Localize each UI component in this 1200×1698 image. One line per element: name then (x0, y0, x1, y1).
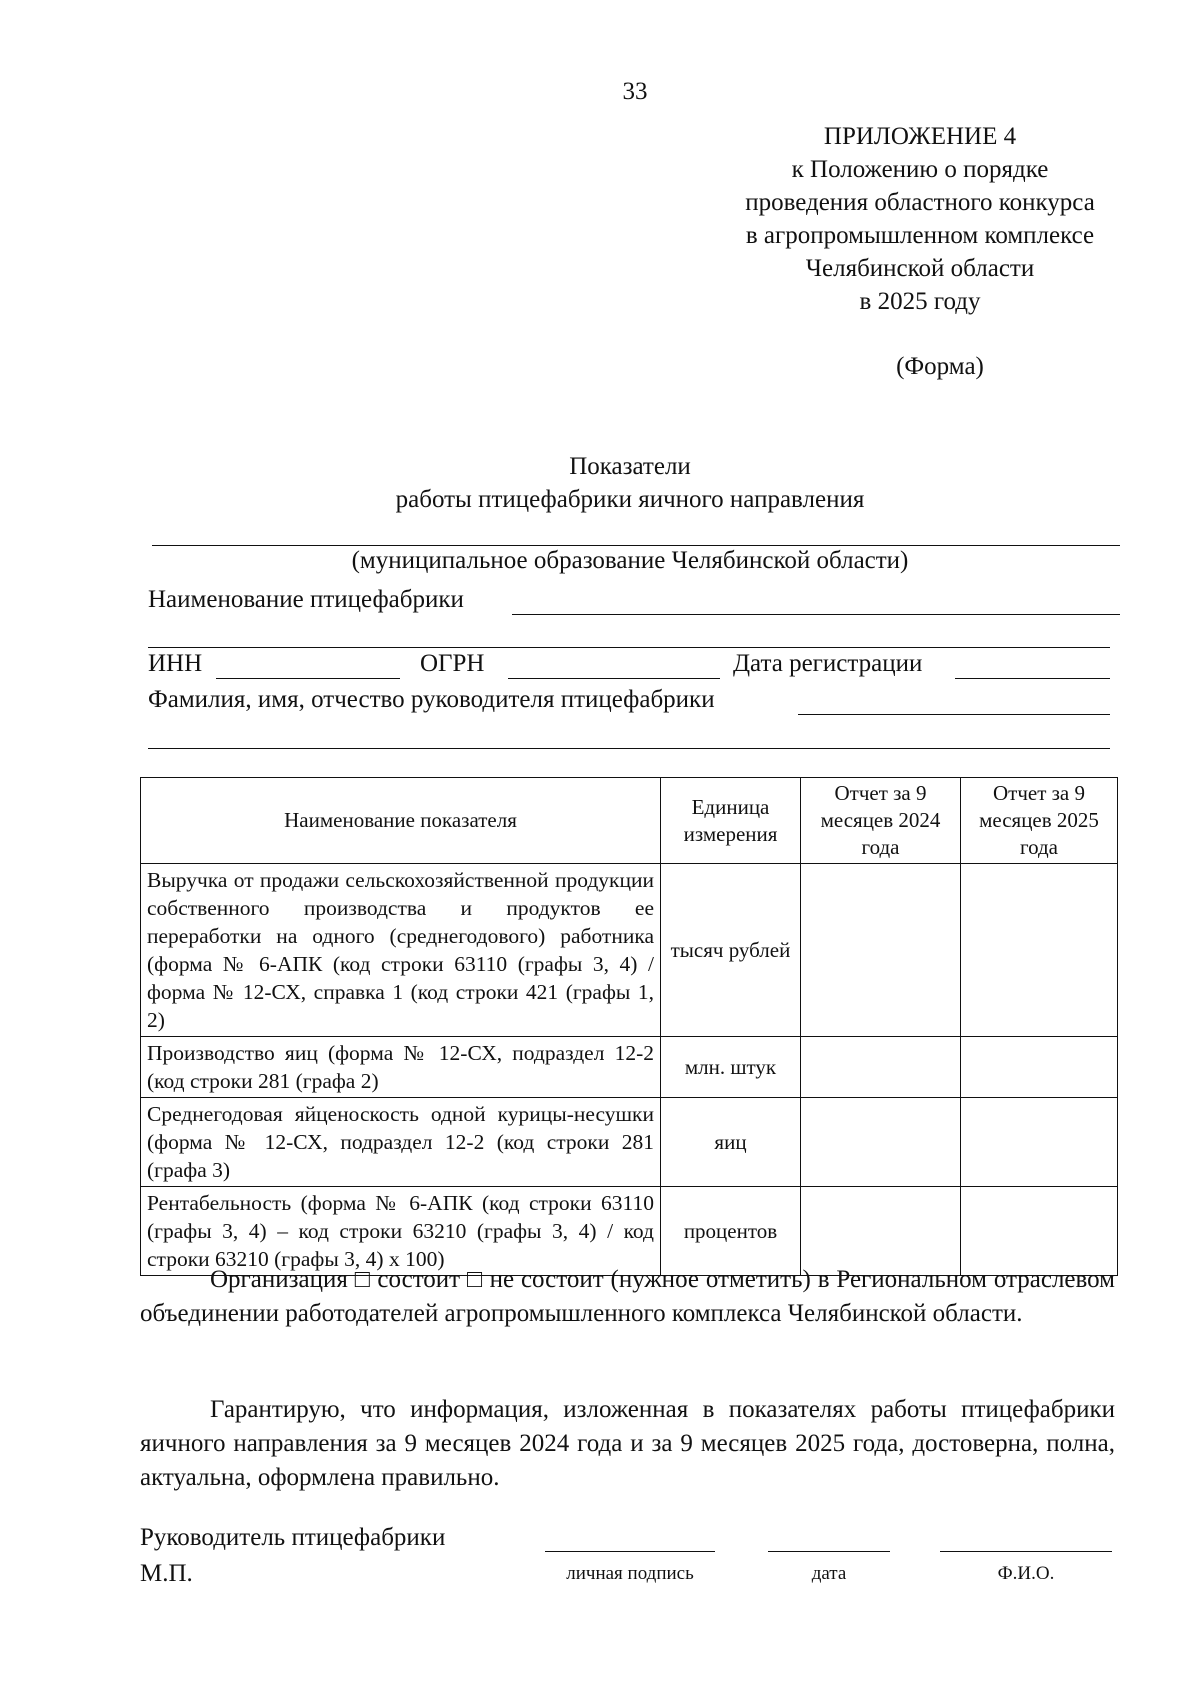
document-title (300, 450, 960, 516)
indicator-unit: яиц (661, 1098, 801, 1187)
guarantee-paragraph: Гарантирую, что информация, изложенная в показателях работы птицефабрики яичного направления за 9 месяцев 2024 года и за 9 месяцев 2025 года, достоверна, полна, актуальна, оформлена правильно. (140, 1396, 1115, 1491)
ogrn-input-line[interactable] (508, 678, 720, 679)
table-row (141, 1037, 1118, 1098)
director-name-continuation-line[interactable] (148, 748, 1110, 749)
appendix-line: в агропромышленном комплексе (745, 222, 1095, 249)
membership-paragraph: Организация □ состоит □ не состоит (нужное отметить) в Региональном отраслевом объединении работодателей агропромышленного комплекса Челябинской области. (140, 1266, 1115, 1327)
appendix-line: к Положению о порядке (791, 156, 1049, 183)
document-title-line2: работы птицефабрики яичного направления (395, 486, 865, 513)
indicator-name: Среднегодовая яйценоскость одной курицы-несушки (форма № 12-СХ, подраздел 12-2 (код строки 281 (графа 3) (141, 1098, 661, 1187)
reg-date-label: Дата регистрации (733, 650, 923, 677)
stamp-label: М.П. (140, 1560, 193, 1587)
header-report-2024: Отчет за 9 месяцев 2024 года (801, 778, 961, 864)
indicator-name: Выручка от продажи сельскохозяйственной продукции собственного производства и продуктов ее переработки на одного (среднегодового) работника (форма № 6-АПК (код строки 63110 (графы 3, 4) / форма № 12-СХ, справка 1 (код строки 421 (графы 1, 2) (141, 864, 661, 1037)
value-2024-cell[interactable] (801, 864, 961, 1037)
municipality-input-line[interactable] (152, 545, 1120, 546)
value-2024-cell[interactable] (801, 1037, 961, 1098)
date-caption: дата (811, 1563, 847, 1584)
municipality-caption: (муниципальное образование Челябинской области) (351, 547, 909, 574)
table-row (141, 1098, 1118, 1187)
fio-input-line[interactable] (940, 1551, 1112, 1552)
value-2025-cell[interactable] (961, 1098, 1118, 1187)
director-name-input-line[interactable] (798, 714, 1110, 715)
value-2025-cell[interactable] (961, 864, 1118, 1037)
indicator-unit: тысяч рублей (661, 864, 801, 1037)
table-row (141, 864, 1118, 1037)
signature-input-line[interactable] (545, 1551, 715, 1552)
factory-name-input-line[interactable] (512, 614, 1120, 615)
header-unit: Единица измерения (661, 778, 801, 864)
appendix-header (700, 120, 1140, 318)
document-title-line1: Показатели (569, 453, 691, 480)
appendix-line: в 2025 году (859, 288, 981, 315)
page-number: 33 (622, 78, 648, 105)
date-input-line[interactable] (768, 1551, 890, 1552)
indicator-unit: млн. штук (661, 1037, 801, 1098)
appendix-line: Челябинской области (805, 255, 1035, 282)
reg-date-input-line[interactable] (955, 678, 1110, 679)
value-2025-cell[interactable] (961, 1037, 1118, 1098)
indicators-table (140, 777, 1118, 1276)
inn-label: ИНН (148, 650, 203, 677)
director-name-label: Фамилия, имя, отчество руководителя птицефабрики (148, 686, 715, 713)
factory-name-label: Наименование птицефабрики (148, 586, 464, 613)
form-label: (Форма) (896, 353, 984, 380)
fio-caption: Ф.И.О. (997, 1563, 1055, 1584)
indicator-name: Производство яиц (форма № 12-СХ, подраздел 12-2 (код строки 281 (графа 2) (141, 1037, 661, 1098)
director-signature-label: Руководитель птицефабрики (140, 1524, 446, 1551)
table-header-row (141, 778, 1118, 864)
header-report-2025: Отчет за 9 месяцев 2025 года (961, 778, 1118, 864)
indicator-name: Рентабельность (форма № 6-АПК (код строки 63110 (графы 3, 4) – код строки 63210 (графы 3, 4) / код строки 63210 (графы 3, 4) х 100) (141, 1187, 661, 1276)
inn-input-line[interactable] (216, 678, 400, 679)
header-indicator-name: Наименование показателя (141, 778, 661, 864)
ogrn-label: ОГРН (420, 650, 485, 677)
indicator-unit: процентов (661, 1187, 801, 1276)
appendix-line: проведения областного конкурса (745, 189, 1095, 216)
factory-name-continuation-line[interactable] (148, 647, 1110, 648)
value-2024-cell[interactable] (801, 1098, 961, 1187)
appendix-title: ПРИЛОЖЕНИЕ 4 (823, 123, 1017, 150)
signature-caption: личная подпись (566, 1563, 694, 1584)
